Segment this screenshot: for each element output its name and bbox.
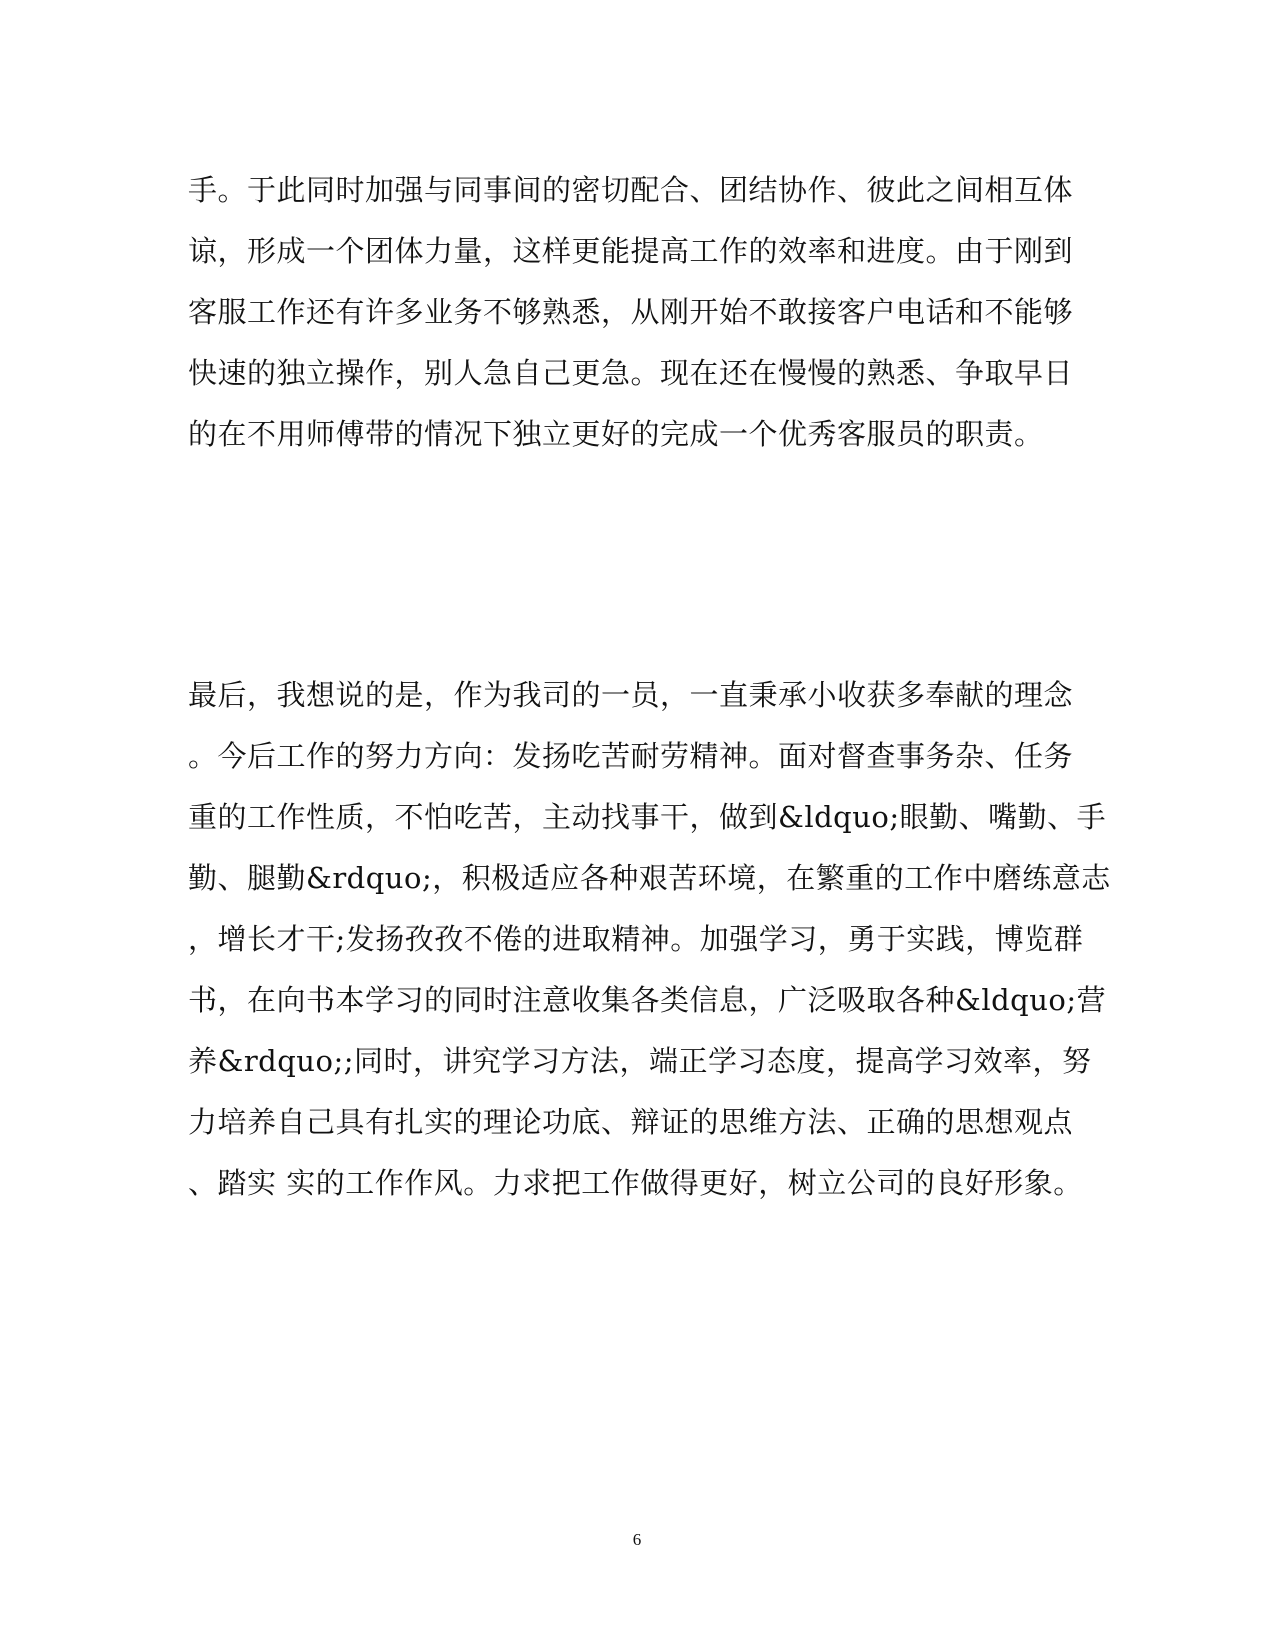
text-line: 谅，形成一个团体力量，这样更能提高工作的效率和进度。由于刚到 [188,234,1074,268]
text-line: 养&rdquo;;同时，讲究学习方法，端正学习态度，提高学习效率，努 [188,1044,1092,1078]
text-line: 快速的独立操作，别人急自己更急。现在还在慢慢的熟悉、争取早日 [188,356,1074,390]
paragraph-1 [188,160,1088,465]
text-line: 重的工作性质，不怕吃苦，主动找事干，做到&ldquo;眼勤、嘴勤、手 [188,800,1107,834]
text-line: ，增长才干;发扬孜孜不倦的进取精神。加强学习，勇于实践，博览群 [188,922,1084,956]
text-line: 最后，我想说的是，作为我司的一员，一直秉承小收获多奉献的理念 [188,678,1074,712]
text-line: 力培养自己具有扎实的理论功底、辩证的思维方法、正确的思想观点 [188,1105,1074,1139]
text-line: 客服工作还有许多业务不够熟悉，从刚开始不敢接客户电话和不能够 [188,295,1074,329]
page-number: 6 [632,1530,642,1549]
text-line: 。今后工作的努力方向：发扬吃苦耐劳精神。面对督查事务杂、任务 [188,739,1074,773]
text-line: 书，在向书本学习的同时注意收集各类信息，广泛吸取各种&ldquo;营 [188,983,1107,1017]
text-line: 的在不用师傅带的情况下独立更好的完成一个优秀客服员的职责。 [188,417,1044,451]
paragraph-2 [188,665,1111,1214]
text-line: 勤、腿勤&rdquo;，积极适应各种艰苦环境，在繁重的工作中磨练意志 [188,861,1111,895]
text-line: 、踏实 实的工作作风。力求把工作做得更好，树立公司的良好形象。 [188,1166,1083,1200]
text-line: 手。于此同时加强与同事间的密切配合、团结协作、彼此之间相互体 [188,173,1074,207]
